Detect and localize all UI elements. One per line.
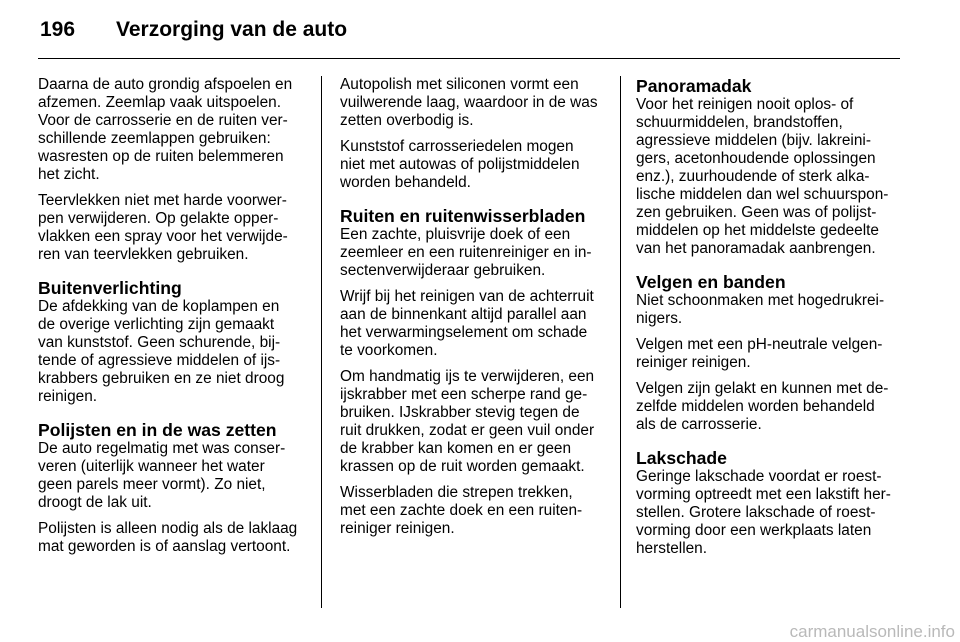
paragraph: Geringe lakschade voordat er roest‐ vorming optreedt met een lakstift her‐ stellen. Grotere lakschade of roest‐ vorming door een werkplaats laten herstellen. — [636, 468, 891, 557]
paragraph: Kunststof carrosseriedelen mogen niet met autowas of polijstmiddelen worden behandeld. — [340, 138, 580, 191]
paragraph: Een zachte, pluisvrije doek of een zeemleer en een ruitenreiniger en in‐ sectenverwijderaar gebruiken. — [340, 226, 592, 279]
section-heading: Lakschade — [636, 448, 727, 468]
section-panoramic-roof — [636, 76, 904, 258]
paragraph: Daarna de auto grondig afspoelen en afzemen. Zeemlap vaak uitspoelen. Voor de carrosserie en de ruiten ver‐ schillende zeemlappen gebruiken: wasresten op de ruiten belemmeren het zicht. — [38, 76, 293, 183]
paragraph: Polijsten is alleen nodig als de laklaag mat geworden is of aanslag vertoont. — [38, 520, 298, 555]
column-divider-2 — [620, 76, 621, 608]
paragraph: Wisserbladen die strepen trekken, met een zachte doek en een ruiten‐ reiniger reinigen. — [340, 484, 583, 537]
page-number: 196 — [40, 18, 76, 41]
column-3 — [636, 76, 904, 566]
section-windows-wipers — [340, 206, 604, 538]
column-divider-1 — [321, 76, 322, 608]
paragraph: De auto regelmatig met was conser‐ veren (uiterlijk wanneer het water geen parels meer vormt). Zo niet, droogt de lak uit. — [38, 440, 286, 511]
section-heading: Buitenverlichting — [38, 278, 182, 298]
page-header — [38, 16, 900, 52]
watermark: carmanualsonline.info — [789, 622, 955, 641]
section-heading: Velgen en banden — [636, 272, 786, 292]
paragraph: Voor het reinigen nooit oplos- of schuurmiddelen, brandstoffen, agressieve middelen (bijv. lakreini‐ gers, acetonhoudende oplossingen enz.), zuurhoudende of sterk alka‐ lische middelen dan wel schuurspon‐ zen gebruiken. Geen was of polijst‐ middelen op het middelste gedeelte van het panoramadak aanbrengen. — [636, 96, 889, 257]
page-title: Verzorging van de auto — [116, 18, 348, 41]
section-heading: Panoramadak — [636, 76, 752, 96]
paragraph: Niet schoonmaken met hogedrukrei‐ nigers. — [636, 292, 885, 327]
paragraph: Teervlekken niet met harde voorwer‐ pen verwijderen. Op gelakte opper‐ vlakken een spray voor het verwijde‐ ren van teervlekken gebruiken. — [38, 192, 288, 263]
paragraph: Velgen met een pH-neutrale velgen‐ reiniger reinigen. — [636, 336, 883, 371]
column-2 — [340, 76, 604, 546]
section-exterior-lighting — [38, 278, 310, 406]
section-heading: Polijsten en in de was zetten — [38, 420, 277, 440]
section-heading: Ruiten en ruitenwisserbladen — [340, 206, 586, 226]
paragraph: De afdekking van de koplampen en de overige verlichting zijn gemaakt van kunststof. Geen schurende, bij‐ tende of agressieve middelen of ijs‐ krabbers gebruiken en ze niet droog reinigen. — [38, 298, 285, 405]
paragraph: Om handmatig ijs te verwijderen, een ijskrabber met een scherpe rand ge‐ bruiken. IJskrabber stevig tegen de ruit drukken, zodat er geen vuil onder de krabber kan komen en er geen krassen op de ruit worden gemaakt. — [340, 368, 595, 475]
header-divider — [38, 58, 900, 59]
paragraph: Autopolish met siliconen vormt een vuilwerende laag, waardoor in de was zetten overbodig is. — [340, 76, 598, 129]
section-polishing — [38, 420, 310, 556]
column-1 — [38, 76, 310, 564]
paragraph: Wrijf bij het reinigen van de achterruit aan de binnenkant altijd parallel aan het verwarmingselement om schade te voorkomen. — [340, 288, 594, 359]
section-wheels-tires — [636, 272, 904, 434]
paragraph: Velgen zijn gelakt en kunnen met de‐ zelfde middelen worden behandeld als de carrosserie. — [636, 380, 889, 433]
section-paint-damage — [636, 448, 904, 558]
